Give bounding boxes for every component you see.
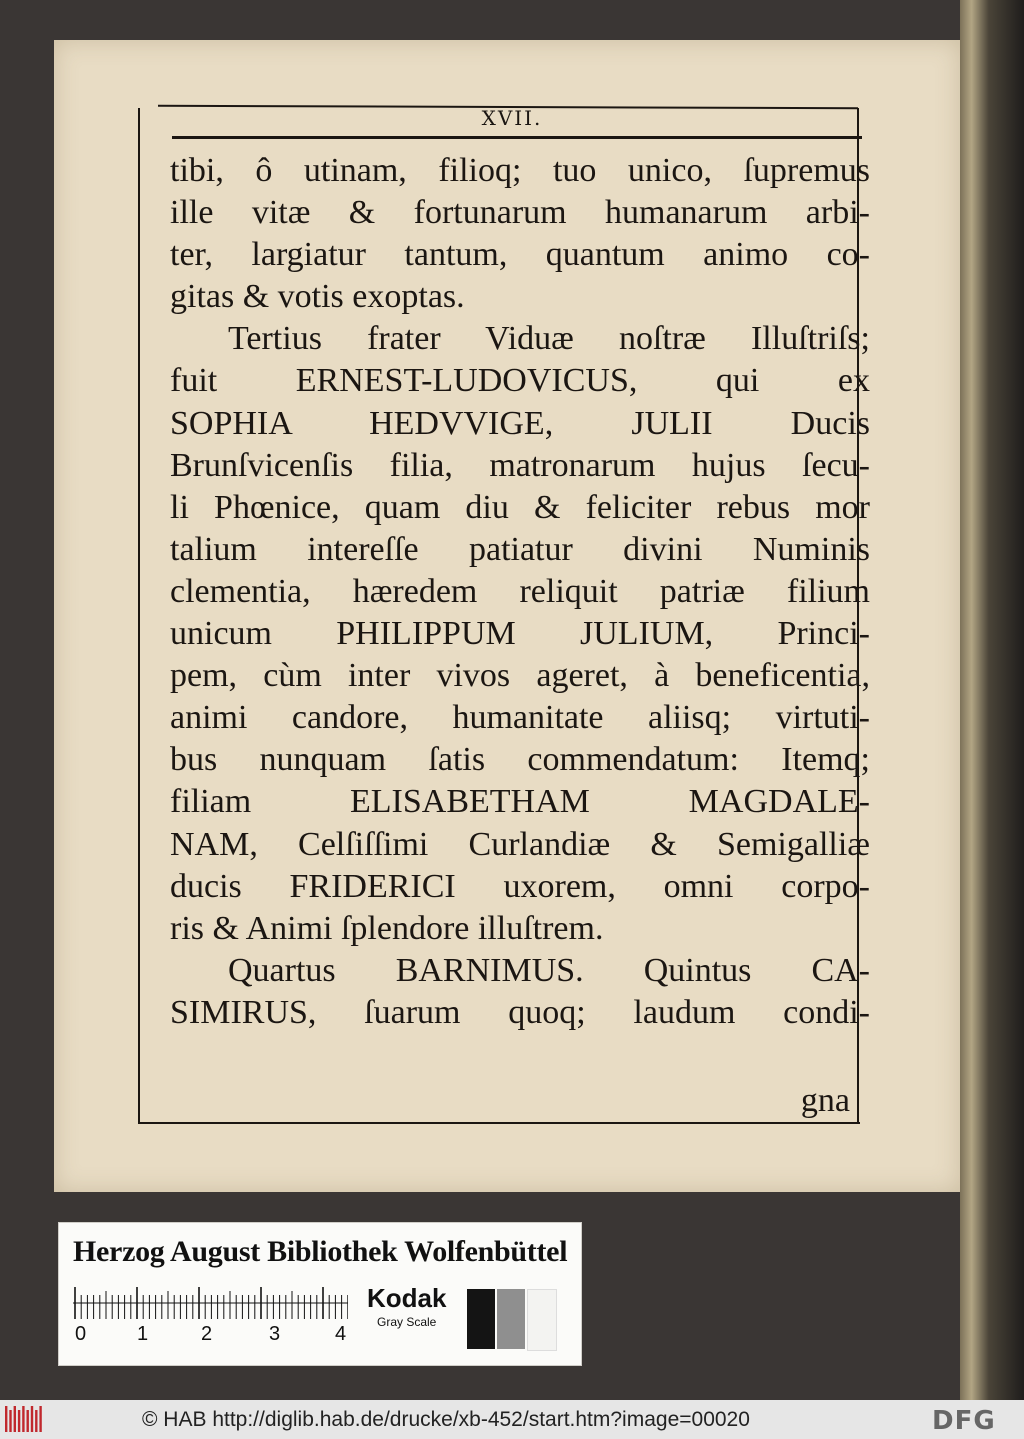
card-title: Herzog August Bibliothek Wolfenbüttel xyxy=(73,1235,568,1268)
text-line: tibi, ô utinam, filioq; tuo unico, ſupremus xyxy=(170,152,870,189)
text-line: ille vitæ & fortunarum humanarum arbi- xyxy=(170,194,870,232)
book-spine xyxy=(960,0,1024,1400)
text-line: pem, cùm inter vivos ageret, à beneficentia, xyxy=(170,657,870,695)
text-line: animi candore, humanitate aliisq; virtuti- xyxy=(170,699,870,737)
text-line: ter, largiatur tantum, quantum animo co- xyxy=(170,236,870,274)
text-line: bus nunquam ſatis commendatum: Itemq; xyxy=(170,741,870,779)
dfg-logo: DFG xyxy=(932,1406,996,1436)
hab-logo-bar xyxy=(18,1410,20,1432)
footer-bar xyxy=(0,1400,1024,1439)
footer-copyright-link[interactable]: © HAB http://diglib.hab.de/drucke/xb-452/start.htm?image=00020 xyxy=(142,1408,750,1431)
hab-logo-icon xyxy=(4,1406,44,1432)
text-line: Quartus BARNIMUS. Quintus CA- xyxy=(228,951,870,989)
text-line: ducis FRIDERICI uxorem, omni corpo- xyxy=(170,867,870,905)
frame-left-rule xyxy=(138,108,140,1123)
hab-logo-bar xyxy=(27,1410,29,1432)
gray-swatch-white xyxy=(527,1289,557,1351)
kodak-subtitle: Gray Scale xyxy=(377,1315,437,1329)
text-line: gitas & votis exoptas. xyxy=(170,278,465,316)
text-line: fuit ERNEST-LUDOVICUS, qui ex xyxy=(170,362,870,400)
color-calibration-card xyxy=(58,1222,582,1366)
text-line: SIMIRUS, ſuarum quoq; laudum condi- xyxy=(170,993,870,1031)
running-head: XVII. xyxy=(481,106,543,130)
frame-header-rule xyxy=(172,136,862,139)
text-line: Brunſvicenſis filia, matronarum hujus ſecu- xyxy=(170,446,870,484)
text-line: li Phœnice, quam diu & feliciter rebus mor xyxy=(170,488,870,526)
ruler-number: 0 xyxy=(75,1323,87,1345)
text-line: clementia, hæredem reliquit patriæ filium xyxy=(170,572,870,610)
ruler-number: 3 xyxy=(269,1323,281,1345)
frame-bottom-rule xyxy=(138,1122,860,1124)
text-line: Tertius frater Viduæ noſtræ Illuſtriſs; xyxy=(228,320,870,358)
ruler-scale xyxy=(73,1285,348,1321)
hab-logo-bar xyxy=(9,1410,11,1432)
kodak-brand: Kodak xyxy=(367,1283,447,1313)
text-line: filiam ELISABETHAM MAGDALE- xyxy=(170,783,870,821)
text-line: ris & Animi ſplendore illuſtrem. xyxy=(170,909,604,947)
text-line: talium intereſſe patiatur divini Numinis xyxy=(170,530,870,568)
ruler-number: 4 xyxy=(335,1323,347,1345)
hab-logo-bar xyxy=(5,1406,7,1432)
hab-logo-bar xyxy=(22,1406,24,1432)
hab-logo-bar xyxy=(39,1406,41,1432)
catchword: gna xyxy=(800,1082,850,1119)
hab-logo-bar xyxy=(35,1410,37,1432)
text-line: unicum PHILIPPUM JULIUM, Princi- xyxy=(170,615,870,653)
hab-logo-bar xyxy=(14,1406,16,1432)
ruler-number: 2 xyxy=(201,1323,213,1345)
gray-swatch-mid xyxy=(497,1289,525,1349)
hab-logo-bar xyxy=(31,1406,33,1432)
ruler-number: 1 xyxy=(137,1323,149,1345)
text-line: SOPHIA HEDVVIGE, JULII Ducis xyxy=(170,404,870,442)
text-line: NAM, Celſiſſimi Curlandiæ & Semigalliæ xyxy=(170,825,870,863)
gray-swatch-black xyxy=(467,1289,495,1349)
body-text xyxy=(170,150,870,1034)
